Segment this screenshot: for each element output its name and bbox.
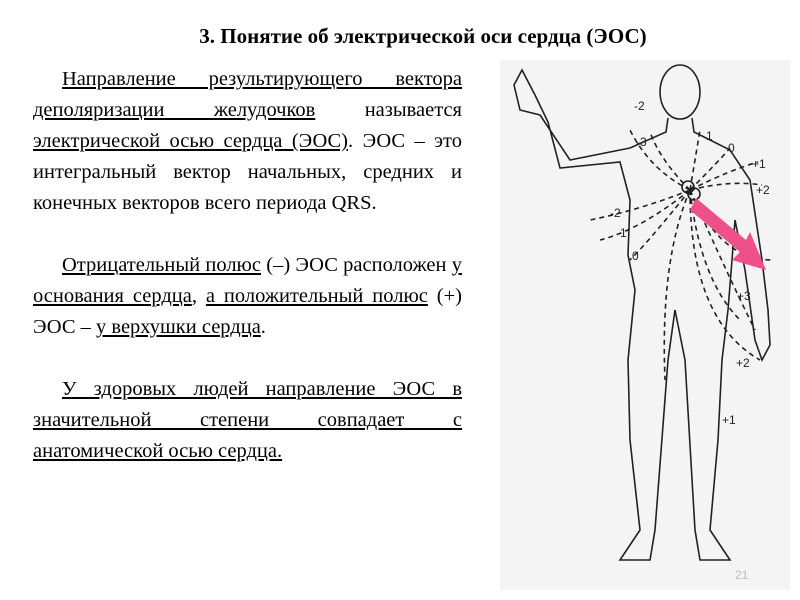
text-segment: называется: [315, 99, 462, 121]
label: -3: [636, 135, 647, 149]
label: -1: [616, 226, 627, 240]
label: -1: [702, 129, 713, 143]
label: +1: [722, 413, 736, 427]
text-segment: у основания сердца: [33, 254, 462, 307]
slide-title: 3. Понятие об электрической оси сердца (ЭОС): [199, 24, 647, 48]
heart-axis-figure: [500, 60, 790, 590]
text-segment: Отрицательный полюс: [62, 254, 261, 276]
label: 0: [632, 249, 639, 263]
page-number: 21: [735, 568, 749, 582]
text-segment: у верхушки сердца: [96, 316, 261, 338]
paragraph-definition: [33, 64, 462, 219]
text-segment: Направление результирующего вектора деполяризации желудочков: [33, 68, 462, 121]
text-segment: (+) ЭОС –: [33, 285, 463, 338]
label: 0: [728, 141, 735, 155]
label: +3: [737, 289, 751, 303]
label: -2: [610, 206, 621, 220]
paragraph-healthy: [33, 374, 462, 467]
label: +1: [752, 157, 766, 171]
label: +2: [756, 183, 770, 197]
text-segment: (–) ЭОС расположен: [260, 254, 452, 276]
text-segment: У здоровых людей направление ЭОС в значительной степени совпадает с анатомической осью сердца.: [33, 378, 462, 462]
paragraph-poles: [33, 250, 462, 343]
body-text: [33, 64, 462, 498]
label: +2: [736, 356, 750, 370]
human-body-illustration: [500, 60, 790, 590]
text-segment: . ЭОС – это интегральный вектор начальных, средних и конечных векторов всего периода QRS.: [33, 130, 462, 214]
label: -2: [634, 99, 645, 113]
text-segment: ,: [191, 285, 206, 307]
text-segment: а положительный полюс: [205, 285, 428, 307]
text-segment: электрической осью сердца (ЭОС): [33, 130, 349, 152]
text-segment: .: [260, 316, 266, 338]
